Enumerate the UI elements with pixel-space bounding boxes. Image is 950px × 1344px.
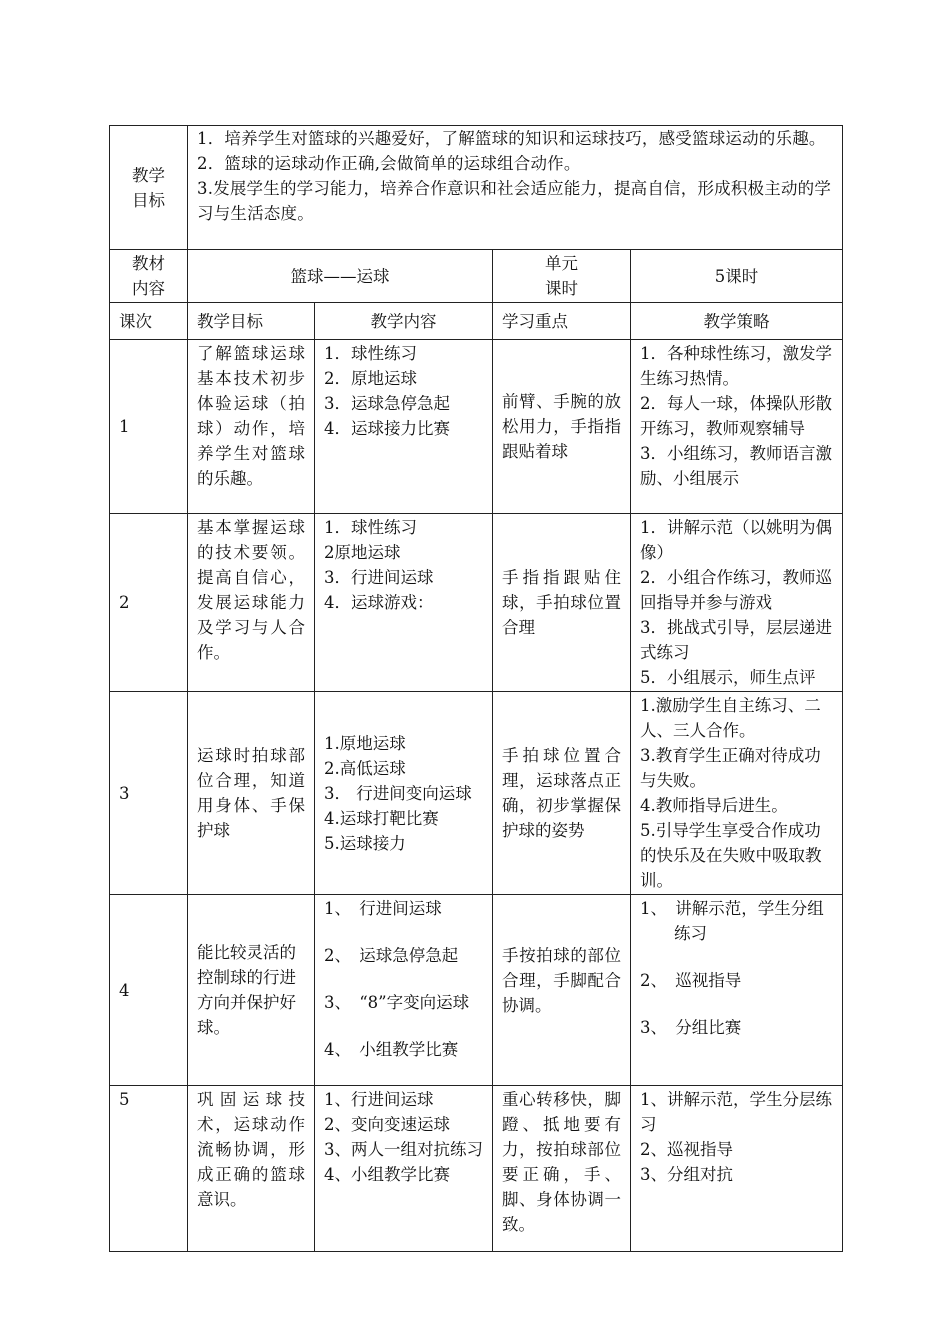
lesson-content — [315, 1086, 493, 1252]
lesson-goal: 了解篮球运球基本技术初步体验运球（拍球）动作，培养学生对篮球的乐趣。 — [188, 340, 315, 514]
lesson-strategy — [631, 692, 843, 895]
content-item: 4．运球接力比赛 — [324, 419, 450, 438]
lesson-focus: 手指指跟贴住球，手拍球位置合理 — [493, 514, 631, 692]
strategy-item: 3、分组对抗 — [640, 1165, 733, 1184]
goals-label: 教学 目标 — [110, 126, 188, 250]
lesson-number: 5 — [110, 1086, 188, 1252]
content-item: 4.运球打靶比赛 — [324, 808, 439, 828]
strategy-item: 3．小组练习，教师语言激励、小组展示 — [640, 444, 832, 488]
goal-line-2: 2．篮球的运球动作正确,会做简单的运球组合动作。 — [197, 154, 581, 173]
spacer — [324, 968, 483, 990]
unit-hours-label: 单元 课时 — [493, 250, 631, 303]
strategy-item: 4.教师指导后进生。 — [640, 796, 788, 815]
content-item: 4、 小组教学比赛 — [324, 1040, 459, 1059]
lesson-goal: 基本掌握运球的技术要领。提高自信心，发展运球能力及学习与人合作。 — [188, 514, 315, 692]
lesson-strategy — [631, 514, 843, 692]
content-item: 1.原地运球 — [324, 733, 406, 753]
material-row — [110, 250, 843, 303]
lesson-focus: 重心转移快，脚蹬、抵地要有力，按拍球部位要正确，手、脚、身体协调一致。 — [493, 1086, 631, 1252]
strategy-item: 5.引导学生享受合作成功的快乐及在失败中吸取教训。 — [640, 821, 822, 890]
lesson-goal: 能比较灵活的控制球的行进方向并保护好球。 — [188, 895, 315, 1086]
goal-line-3: 3.发展学生的学习能力，培养合作意识和社会适应能力，提高自信，形成积极主动的学习与生活态度。 — [197, 179, 832, 223]
lesson-row-4 — [110, 895, 843, 1086]
header-lesson-number: 课次 — [110, 303, 188, 340]
lesson-goal: 巩固运球技术，运球动作流畅协调，形成正确的篮球意识。 — [188, 1086, 315, 1252]
content-item: 2原地运球 — [324, 543, 401, 562]
strategy-item: 1、 讲解示范，学生分组练习 — [640, 899, 824, 943]
lesson-number: 2 — [110, 514, 188, 692]
lesson-row-1 — [110, 340, 843, 514]
lesson-content — [315, 514, 493, 692]
material-value: 篮球——运球 — [188, 250, 493, 303]
unit-hours-value: 5课时 — [631, 250, 843, 303]
lesson-content — [315, 692, 493, 895]
strategy-item: 1.激励学生自主练习、二人、三人合作。 — [640, 696, 821, 740]
lesson-strategy — [631, 340, 843, 514]
spacer — [324, 1015, 483, 1037]
header-row — [110, 303, 843, 340]
header-teaching-strategy: 教学策略 — [631, 303, 843, 340]
strategy-item: 2．每人一球，体操队形散开练习，教师观察辅导 — [640, 394, 832, 438]
content-item: 2、 运球急停急起 — [324, 946, 459, 965]
content-item: 4．运球游戏： — [324, 593, 434, 612]
strategy-item: 3、 分组比赛 — [640, 1018, 742, 1037]
lesson-number: 3 — [110, 692, 188, 895]
lesson-number: 1 — [110, 340, 188, 514]
lesson-plan-table — [109, 125, 843, 1252]
content-item: 2．原地运球 — [324, 369, 417, 388]
content-item: 3． 行进间变向运球 — [324, 783, 472, 803]
lesson-focus: 手按拍球的部位合理，手脚配合协调。 — [493, 895, 631, 1086]
content-item: 1．球性练习 — [324, 344, 417, 363]
goals-row — [110, 126, 843, 250]
content-item: 3．行进间运球 — [324, 568, 434, 587]
header-learning-focus: 学习重点 — [493, 303, 631, 340]
lesson-focus: 手拍球位置合理，运球落点正确，初步掌握保护球的姿势 — [493, 692, 631, 895]
spacer — [640, 993, 833, 1015]
material-label: 教材 内容 — [110, 250, 188, 303]
lesson-strategy — [631, 895, 843, 1086]
lesson-strategy — [631, 1086, 843, 1252]
spacer — [640, 946, 833, 968]
strategy-item: 2、 巡视指导 — [640, 971, 742, 990]
content-item: 1、 行进间运球 — [324, 899, 442, 918]
lesson-focus: 前臂、手腕的放松用力，手指指跟贴着球 — [493, 340, 631, 514]
content-item: 3、 “8”字变向运球 — [324, 993, 470, 1012]
strategy-item: 1、讲解示范，学生分层练习 — [640, 1090, 832, 1134]
content-item: 3．运球急停急起 — [324, 394, 450, 413]
header-teaching-content: 教学内容 — [315, 303, 493, 340]
lesson-row-5 — [110, 1086, 843, 1252]
content-item: 2.高低运球 — [324, 758, 406, 778]
lesson-row-2 — [110, 514, 843, 692]
strategy-item: 1．讲解示范（以姚明为偶像） — [640, 518, 832, 562]
lesson-number: 4 — [110, 895, 188, 1086]
lesson-content — [315, 340, 493, 514]
content-item: 3、两人一组对抗练习 — [324, 1140, 483, 1159]
spacer — [324, 921, 483, 943]
content-item: 4、小组教学比赛 — [324, 1165, 450, 1184]
content-item: 2、变向变速运球 — [324, 1115, 450, 1134]
strategy-item: 1．各种球性练习，激发学生练习热情。 — [640, 344, 832, 388]
content-item: 5.运球接力 — [324, 833, 406, 853]
header-teaching-goal: 教学目标 — [188, 303, 315, 340]
strategy-item: 5．小组展示，师生点评 — [640, 668, 816, 687]
goal-line-1: 1．培养学生对篮球的兴趣爱好，了解篮球的知识和运球技巧，感受篮球运动的乐趣。 — [197, 129, 826, 148]
lesson-content — [315, 895, 493, 1086]
strategy-item: 3．挑战式引导，层层递进式练习 — [640, 618, 832, 662]
content-item: 1．球性练习 — [324, 518, 417, 537]
strategy-item: 2．小组合作练习，教师巡回指导并参与游戏 — [640, 568, 832, 612]
lesson-row-3 — [110, 692, 843, 895]
strategy-item: 2、巡视指导 — [640, 1140, 733, 1159]
strategy-item: 3.教育学生正确对待成功与失败。 — [640, 746, 821, 790]
content-item: 1、行进间运球 — [324, 1090, 434, 1109]
lesson-goal: 运球时拍球部位合理，知道用身体、手保护球 — [188, 692, 315, 895]
goals-text — [188, 126, 843, 250]
